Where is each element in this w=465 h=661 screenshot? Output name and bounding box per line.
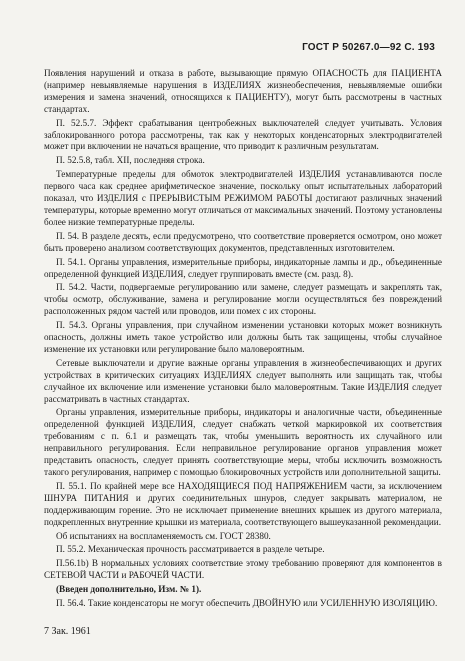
- paragraph-controls-marking: Органы управления, измерительные приборы, индикаторы и аналогичные части, объединенные определенной функцией ИЗДЕЛИЯ, следует снабжать четкой маркировкой их соответствия требованиям с п. 6.1 и размещать так, чтобы уменьшить вероятность их случайного или неправильного регулирования. Если неправильное регулирование органов управления может представить опасность, следует принять соответствующие меры, чтобы исключить возможность такого регулирования, например с помощью блокировочных устройств или дополнительной защиты.: [44, 407, 442, 477]
- paragraph-continuation: Появления нарушений и отказа в работе, вызывающие прямую ОПАСНОСТЬ для ПАЦИЕНТА (например невыявляемые нарушения в ИЗДЕЛИЯХ жизнеобеспечения, невыявляемые ошибки измерения и замена значений, относящихся к ПАЦИЕНТУ), могут быть рассмотрены в частных стандартах.: [44, 68, 442, 114]
- paragraph-temperature-limits: Температурные пределы для обмоток электродвигателей ИЗДЕЛИЯ устанавливаются после первого часа как среднее арифметическое значение, поскольку опыт испытательных лабораторий показал, что ИЗДЕЛИЯ с ПРЕРЫВИСТЫМ РЕЖИМОМ РАБОТЫ достигают различных значений температуры, которые временно могут отличаться от максимальных значений. Поэтому установлены более низкие температурные пределы.: [44, 169, 442, 227]
- paragraph-56-4: П. 56.4. Такие конденсаторы не могут обеспечить ДВОЙНУЮ или УСИЛЕННУЮ ИЗОЛЯЦИЮ.: [56, 598, 438, 609]
- paragraph-52-5-8: П. 52.5.8, табл. XII, последняя строка.: [56, 155, 205, 166]
- page-footer: 7 Зак. 1961: [44, 626, 91, 637]
- paragraph-52-5-7: П. 52.5.7. Эффект срабатывания центробежных выключателей следует учитывать. Условия заблокированного ротора рассмотрены, так как у некоторых конденсаторных электродвигателей может при включении не начаться вращение, что приводит к различным результатам.: [44, 117, 442, 152]
- body-text: [44, 68, 442, 612]
- paragraph-55-1: П. 55.1. По крайней мере все НАХОДЯЩИЕСЯ ПОД НАПРЯЖЕНИЕМ части, за исключением ШНУРА ПИТАНИЯ и других соединительных шнуров, следует закрывать материалом, не поддерживающим горение. Это не исключает применение внешних крышек из другого материала, подкрепленных внутренние крышки из материала, соответствующего вышеуказанной рекомендации.: [44, 480, 442, 527]
- paragraph-56-1b: П.56.1b) В нормальных условиях соответствие этому требованию проверяют для компонентов в СЕТЕВОЙ ЧАСТИ и РАБОЧЕЙ ЧАСТИ.: [44, 558, 442, 581]
- paragraph-54: П. 54. В разделе десять, если предусмотрено, что соответствие проверяется осмотром, оно может быть проверено анализом соответствующих документов, представленных изготовителем.: [44, 230, 442, 253]
- paragraph-54-1: П. 54.1. Органы управления, измерительные приборы, индикаторные лампы и др., объединенные определенной функцией ИЗДЕЛИЯ, следует группировать вместе (см. разд. 8).: [44, 256, 442, 279]
- amendment-note: (Введен дополнительно, Изм. № 1).: [56, 584, 202, 595]
- paragraph-55-2: П. 55.2. Механическая прочность рассматривается в разделе четыре.: [56, 544, 325, 555]
- paragraph-mains-switches: Сетевые выключатели и другие важные органы управления в жизнеобеспечивающих и других устройствах в критических ситуациях ИЗДЕЛИЯХ следует выполнять или защищать так, чтобы случайное их включение или изменение установки было маловероятным. Такие ИЗДЕЛИЯ следует рассматривать в частных стандартах.: [44, 357, 442, 404]
- page-header: ГОСТ Р 50267.0—92 С. 193: [302, 42, 435, 53]
- paragraph-54-3: П. 54.3. Органы управления, при случайном изменении установки которых может возникнуть опасность, должны иметь такое устройство или должны быть так защищены, чтобы случайное изменение их установки или регулирование было маловероятным.: [44, 320, 442, 354]
- paragraph-54-2: П. 54.2. Части, подвергаемые регулированию или замене, следует размещать и закреплять так, чтобы осмотр, обслуживание, замена и регулирование могли осуществляться без повреждений расположенных рядом частей или проводов, или помех с их стороны.: [44, 282, 442, 317]
- paragraph-flammability-ref: Об испытаниях на воспламеняемость см. ГОСТ 28380.: [56, 530, 271, 541]
